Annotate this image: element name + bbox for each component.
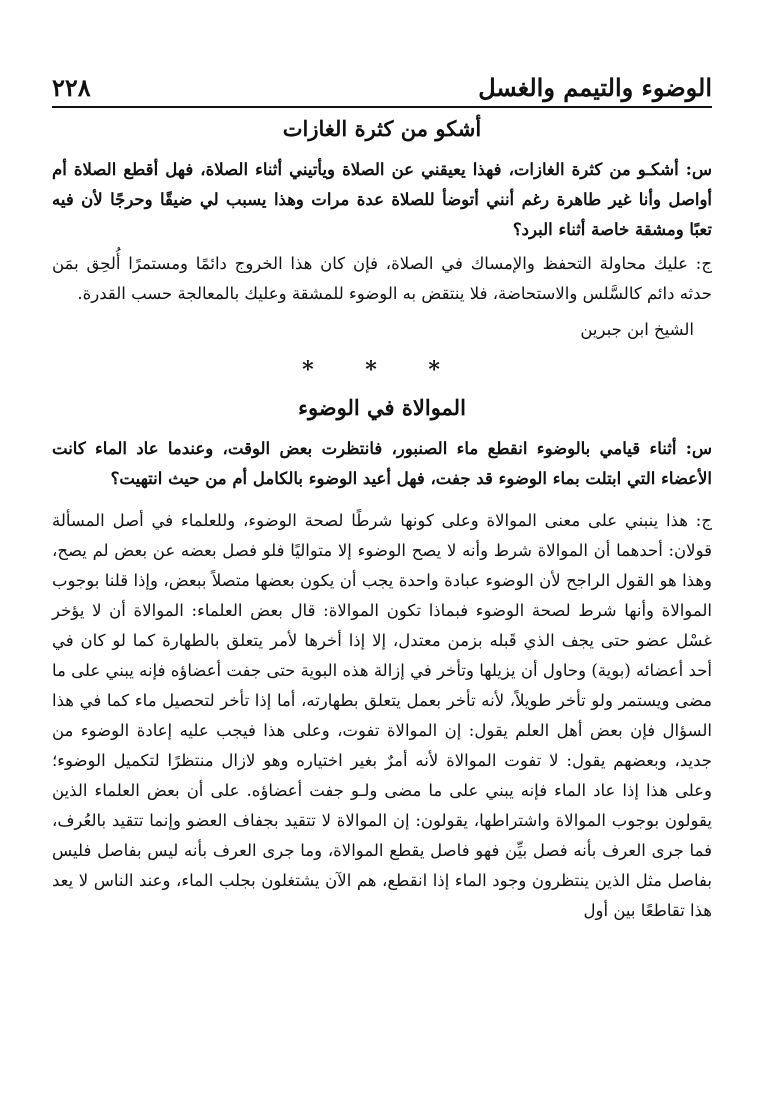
running-title: الوضوء والتيمم والغسل: [478, 73, 712, 102]
page-content: [52, 112, 712, 930]
question-gas: س: أشكـو من كثرة الغازات، فهذا يعيقني عن الصلاة ويأتيني أثناء الصلاة، فهل أقطع الصلاة أم أواصل وأنا غير طاهرة رغم أنني أتوضأ للصلاة عدة مرات وهذا يسبب لي ضيقًا وحرجًا لأن فيه تعبًا ومشقة خاصة أثناء البرد؟: [52, 160, 712, 239]
separator-stars: * * *: [302, 357, 462, 383]
answer-continuity: ج: هذا ينبني على معنى الموالاة وعلى كونها شرطًا لصحة الوضوء، وللعلماء في أصل المسألة قولان: أحدهما أن الموالاة شرط وأنه لا يصح الوضوء إلا متواليًا فلو فصل بعضه عن بعض لم يصح، وهذا هو القول الراجح لأن الوضوء عبادة واحدة يجب أن يكون بعضها متصلاً ببعض، وإذا قلنا بوجوب الموالاة وأنها شرط لصحة الوضوء فبماذا تكون الموالاة: قال بعض العلماء: الموالاة أن لا يؤخر غسْل عضو حتى يجف الذي قَبله بزمن معتدل، إلا إذا أخرها لأمر يتعلق بالطهارة كما لو كان في أحد أعضائه (بوية) وحاول أن يزيلها وتأخر في إزالة هذه البوية حتى جفت أعضاؤه فإنه يبني على ما مضى ويستمر ولو تأخر طويلاً، لأنه تأخر بعمل يتعلق بطهارته، أما إذا تأخر لتحصيل ماء كما في هذا السؤال فإن بعض أهل العلم يقول: إن الموالاة تفوت، وعلى هذا فيجب عليه إعادة الوضوء من جديد، وبعضهم يقول: لا تفوت الموالاة لأنه أمرٌ بغير اختياره وهو لازال منتظرًا لتكميل الوضوء؛ وعلى هذا إذا عاد الماء فإنه يبني على ما مضى ولـو جفت أعضاؤه. على أن بعض العلماء الذين يقولون بوجوب الموالاة واشتراطها، يقولون: إن الموالاة لا تتقيد بجفاف العضو وإنما تتقيد بالعُرف، فما جرى العرف بأنه فصل بيِّن فهو فاصل يقطع الموالاة، وما جرى العرف بأنه ليس بفاصل فليس بفاصل مثل الذين ينتظرون وجود الماء إذا انقطع، هم الآن يشتغلون بجلب الماء، وعند الناس لا يعد هذا تقاطعًا بين أول: [52, 511, 712, 920]
section-title-gas: أشكو من كثرة الغازات: [282, 116, 482, 141]
answer-gas: ج: عليك محاولة التحفظ والإمساك في الصلاة، فإن كان هذا الخروج دائمًا ومستمرًا أُلحِق بمَن حدثه دائم كالسَّلس والاستحاضة، فلا ينتقض به الوضوء للمشقة وعليك بالمعالجة حسب القدرة.: [52, 254, 712, 303]
question-continuity: س: أثناء قيامي بالوضوء انقطع ماء الصنبور، فانتظرت بعض الوقت، وعندما عاد الماء كانت الأعضاء التي ابتلت بماء الوضوء قد جفت، فهل أعيد الوضوء بالكامل أم من حيث انتهيت؟: [52, 439, 712, 488]
page-number: ٢٢٨: [52, 73, 91, 102]
section-title-continuity: الموالاة في الوضوء: [298, 395, 466, 420]
page-header: [52, 66, 712, 108]
signature: الشيخ ابن جبرين: [580, 320, 694, 339]
